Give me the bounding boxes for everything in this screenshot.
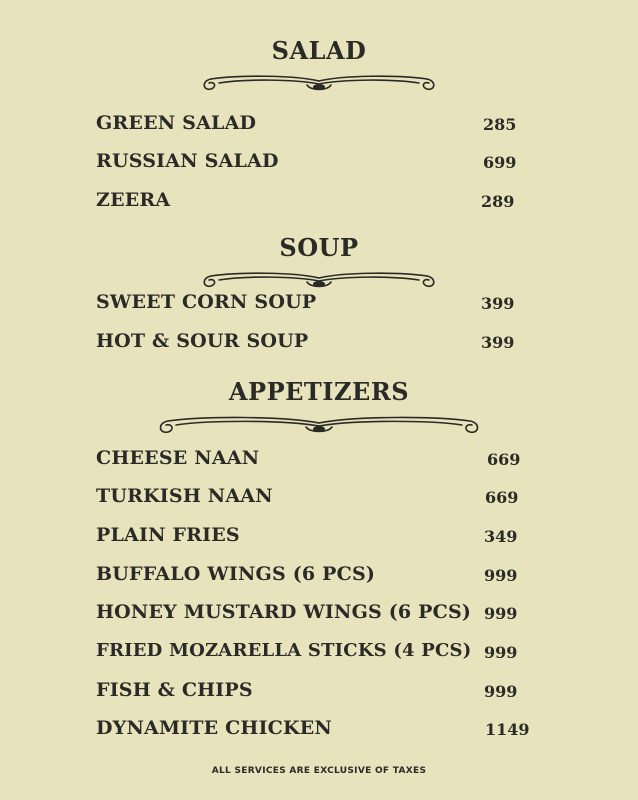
section-heading-soup <box>0 233 638 290</box>
menu-item-price: 669 <box>485 488 519 507</box>
menu-item-name: PLAIN FRIES <box>96 524 240 546</box>
menu-item-price: 999 <box>484 643 518 662</box>
ornament-divider-icon <box>199 65 439 93</box>
menu-item-price: 399 <box>481 333 515 352</box>
menu-item-price: 699 <box>483 153 517 172</box>
menu-item-price: 999 <box>484 566 518 585</box>
section-title: SOUP <box>279 233 359 262</box>
section-heading-appetizers <box>0 377 638 436</box>
menu-item-price: 399 <box>481 294 515 313</box>
menu-item-price: 999 <box>484 682 518 701</box>
menu-item-price: 669 <box>487 450 521 469</box>
menu-item-name: DYNAMITE CHICKEN <box>96 717 332 739</box>
ornament-divider-icon <box>199 262 439 290</box>
menu-item-name: TURKISH NAAN <box>96 485 273 507</box>
menu-item-price: 1149 <box>485 720 530 739</box>
menu-item-name: BUFFALO WINGS (6 PCS) <box>96 563 376 585</box>
tax-disclaimer: ALL SERVICES ARE EXCLUSIVE OF TAXES <box>211 766 427 776</box>
menu-item-name: RUSSIAN SALAD <box>96 150 279 172</box>
menu-item-name: CHEESE NAAN <box>96 447 260 469</box>
menu-item-price: 289 <box>481 192 515 211</box>
menu-item-name: FISH & CHIPS <box>96 679 253 701</box>
menu-item-name: FRIED MOZARELLA STICKS (4 PCS) <box>96 640 472 661</box>
menu-item-name: GREEN SALAD <box>96 112 257 134</box>
menu-item-name: HOT & SOUR SOUP <box>96 330 309 352</box>
section-title: SALAD <box>271 36 367 65</box>
menu-item-name: ZEERA <box>96 189 171 211</box>
ornament-divider-icon <box>154 406 484 436</box>
menu-item-name: HONEY MUSTARD WINGS (6 PCS) <box>96 601 472 623</box>
menu-item-price: 285 <box>483 115 517 134</box>
menu-item-price: 999 <box>484 604 518 623</box>
menu-item-price: 349 <box>484 527 518 546</box>
section-heading-salad <box>0 36 638 93</box>
section-title: APPETIZERS <box>228 377 410 406</box>
menu-item-name: SWEET CORN SOUP <box>96 291 317 313</box>
